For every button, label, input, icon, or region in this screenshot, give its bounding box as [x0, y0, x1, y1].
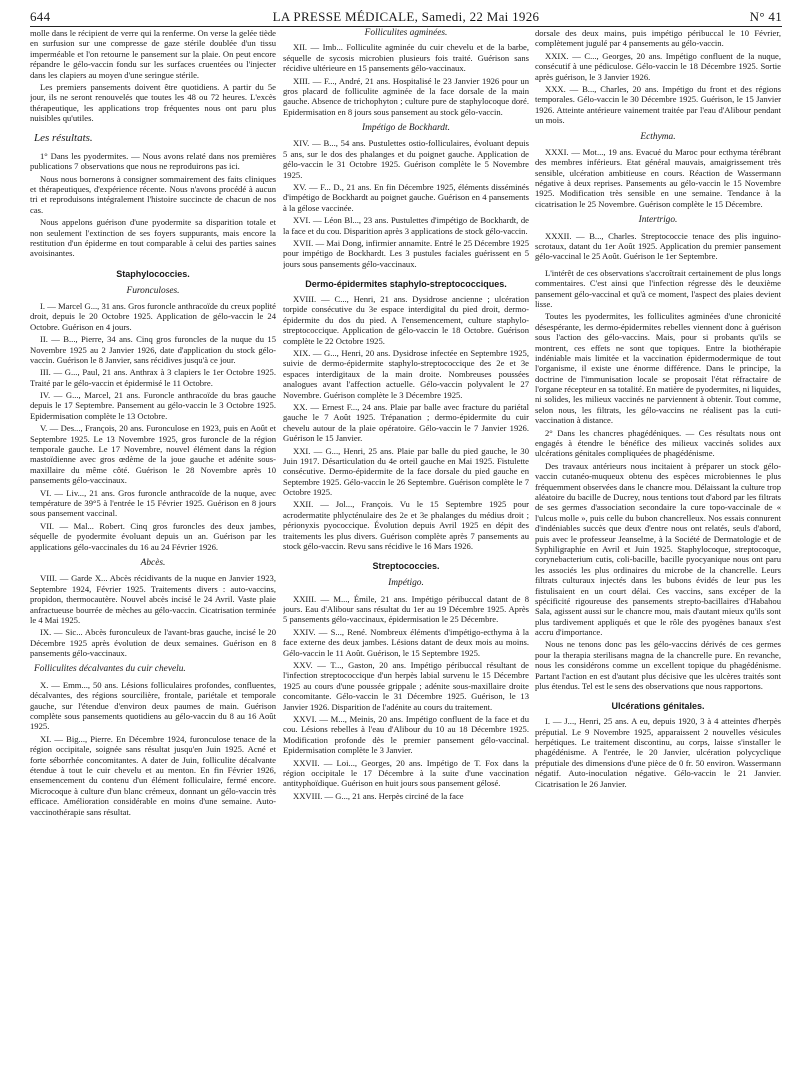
section-heading-results: Les résultats.: [34, 131, 93, 144]
paragraph: 2° Dans les chancres phagédéniques. — Ces résultats nous ont engagés à étendre le bénéfice des milieux vaccinés solides aux ulcérations génitales compliquées de phagédénisme.: [535, 427, 781, 459]
observation: XXXI. — Mot..., 19 ans. Evacué du Maroc pour ecthyma térébrant des membres inférieurs. Etat général mauvais, amaigrissement très sensible, ulcération ambitieuse en cours. Réaction de Wassermann négative à deux reprises. Pansements au gélo-vaccin le 15 Novembre 1925. Modification très sensible en une semaine. Tendance à la cicatrisation le 25 Novembre. Guérison complète le 15 Décembre.: [535, 146, 781, 209]
subheading-intertrigo: Intertrigo.: [638, 215, 678, 226]
subheading-folliculites-decalvantes: Folliculites décalvantes du cuir chevelu.: [34, 664, 186, 675]
observation: XIV. — B..., 54 ans. Pustulettes ostio-folliculaires, évoluant depuis 5 ans, sur le dos des phalanges et du poignet gauche. Application de gélo-vaccin le 31 Octobre 1925. Guérison complète le 5 Novembre 1925.: [283, 138, 529, 180]
subheading-ecthyma: Ecthyma.: [640, 131, 676, 142]
subheading-impetigo: Impétigo.: [388, 578, 424, 589]
observation: XII. — Imb... Folliculite agminée du cuir chevelu et de la barbe, séquelle de sycosis microbien plusieurs fois traité. Guérison sans récidive ultérieure en 15 pansements gélo-vaccinaux.: [283, 42, 529, 74]
observation: XXVII. — Loi..., Georges, 20 ans. Impétigo de T. Fox dans la région occipitale le 17 Décembre à la suite d'une vaccination antityphoïdique. Guérison en huit jours sous pansement gélosé.: [283, 757, 529, 789]
subheading-folliculites-agminees: Folliculites agminées.: [364, 28, 448, 38]
observation: XXIX. — C..., Georges, 20 ans. Impétigo confluent de la nuque, consécutif à une pédiculose. Gélo-vaccin le 18 Décembre 1925. Sortie après guérison, le 3 Janvier 1926.: [535, 50, 781, 82]
paragraph: Des travaux antérieurs nous incitaient à préparer un stock gélo-vaccin cutanéo-muqueux obtenu des espèces microbiennes le plus fréquemment observées dans le chancre mou. Délaissant la culture trop aléatoire du bacille de Ducrey, nous tentions tout d'abord par les filtrats de ses germes d'association secondaire la cure topo-vaccinale de « l'ulcus molle », puis celle du bubon chancrelleux. Nos essais connurent d'indéniables succès que deux d'entre nous ont relatés, seuls d'abord, puis avec le professeur Jeanselme, à la Société de Dermatologie et de Syphiligraphie en Avril et Juin 1925. Staphylocoque, streptocoque, corynebacterium cutis, coli-bacille, bacille pyocyanique nous ont paru les associés les plus ordinaires du microbe de la chancrelle. Leurs filtrats culturaux injectés dans les bubons évidés de leur pus les fistulisaient en un court délai. Ces vaccins, sans excéper de la spécificité rigoureuse des pansements strepto-bacillaires d'Habahou Sala, agissent aussi sur le chancre mou, mais d'autant mieux qu'ils sont plus tardivement appliqués et que le rôle des pyogènes banaux s'est accru d'importance.: [535, 460, 781, 638]
observation: I. — J..., Henri, 25 ans. A eu, depuis 1920, 3 à 4 atteintes d'herpès préputial. Le 9 Novembre 1925, apparaissent 2 nouvelles vésicules herpétiques. Le traitement discontinu, au corps, laisse s'installer le phagédénisme. A l'entrée, le 20 Janvier, ulcération polycyclique préputiale des dimensions d'une pièce de 0 fr. 50 environ. Wassermann négatif. Auto-inoculation négative. Gélo-vaccin le 21 Janvier. Cicatrisation le 26 Janvier.: [535, 716, 781, 789]
observation: XXX. — B..., Charles, 20 ans. Impétigo du front et des régions temporales. Gélo-vaccin le 30 Décembre 1925. Guérison, le 15 Janvier 1926. Atteinte antérieure vainement traitée par l'eau d'Alibour pendant un mois.: [535, 83, 781, 126]
observation: I. — Marcel G..., 31 ans. Gros furoncle anthracoïde du creux poplité droit, depuis le 20 Octobre 1925. Application de gélo-vaccin le 24 Octobre. Guérison en 4 jours.: [30, 300, 276, 332]
observation: XXIV. — S..., René. Nombreux éléments d'impétigo-ecthyma à la face externe des deux jambes. Lésions datant de deux mois au moins. Gélo-vaccin le 11 Août. Guérison, le 15 Septembre 1925.: [283, 626, 529, 658]
observation: VII. — Mal... Robert. Cinq gros furoncles des deux jambes, séquelle de pyodermite évoluant depuis un an. Guérison par les applications gélo-vaccinales du 16 au 24 Février 1926.: [30, 520, 276, 552]
observation: V. — Des..., François, 20 ans. Furonculose en 1923, puis en Août et Septembre 1925. Le 13 Novembre 1925, gros furoncle de la région temporale gauche. Le 17 Novembre, nouvel élément dans la région mastoïdienne avec gros œdème de la joue gauche et adénite sous-maxillaire du même côté. Guérison le 28 Novembre après 10 pansements gélo-vaccinaux.: [30, 423, 276, 486]
paragraph: Les premiers pansements doivent être quotidiens. A partir du 5e jour, ils ne seront renouvelés que toutes les 48 ou 72 heures. L'excès thérapeutique, les applications trop fréquentes nous ont paru plus nuisibles qu'utiles.: [30, 81, 276, 124]
subheading-furonculoses: Furonculoses.: [126, 285, 180, 296]
section-heading-staphylococcies: Staphylococcies.: [116, 268, 190, 279]
observation: IX. — Sic... Abcès furonculeux de l'avant-bras gauche, incisé le 20 Décembre 1925 après évolution de deux semaines. Guérison en 8 pansements gélo-vaccinaux.: [30, 627, 276, 659]
paragraph: Nous appelons guérison d'une pyodermite sa disparition totale et non seulement l'extinction de ses foyers suppurants, mais encore la restitution d'un épiderme en tout comparable à celui des parties saines avoisinantes.: [30, 217, 276, 259]
page-header: [30, 6, 782, 26]
issue-number: N° 41: [749, 9, 782, 24]
observation: VI. — Liv..., 21 ans. Gros furoncle anthracoïde de la nuque, avec température de 39°5 à l'entrée le 15 Février 1925. Guérison en 8 jours sous pansement vaccinal.: [30, 487, 276, 519]
observation: XIII. — F..., André, 21 ans. Hospitalisé le 23 Janvier 1926 pour un gros placard de folliculite agminée de la face dorsale de la main gauche. Absence de trichophyton ; culture pure de staphylocoque doré. Epidermisation en 8 jours sous pansement au stock gélo-vaccin.: [283, 75, 529, 117]
paragraph: Nous nous bornerons à consigner sommairement des faits cliniques et thérapeutiques, d'expérience récente. Nous n'avons procédé à aucun tri et reproduisons intégralement l'histoire succincte de chacun de nos cas.: [30, 173, 276, 215]
page-number: 644: [30, 9, 51, 24]
section-heading-dermo-epidermites: Dermo-épidermites staphylo-streptococciques.: [305, 279, 507, 290]
paragraph: Nous ne tenons donc pas les gélo-vaccins dérivés de ces germes pour la therapia sterilisans magna de la chancrelle pure. En revanche, nous les considérons comme un excellent topique du phagédénisme. Partant l'action en est d'autant plus décisive que les ulcères traités sont plus étendus. Tel est le sens des observations que nous rapportons.: [535, 639, 781, 692]
observation: XX. — Ernest F..., 24 ans. Plaie par balle avec fracture du pariétal gauche le 7 Août 1925. Trépanation ; dermo-épidermite du cuir chevelu autour de la plaie opératoire. Gélo-vaccin le 7 Janvier 1926. Guérison le 15 Janvier.: [283, 401, 529, 444]
observation: XVII. — Mai Dong, infirmier annamite. Entré le 25 Décembre 1925 pour impétigo de Bockhardt. Les 3 pustules faciales guérissent en 5 jours sous pansements gélo-vaccinaux.: [283, 238, 529, 269]
section-heading-streptococcies: Streptococcies.: [372, 561, 440, 572]
observation: XI. — Big..., Pierre. En Décembre 1924, furonculose tenace de la région occipitale, soignée sans résultat jusqu'en Juin 1925. Acné et forte séborrhée concomitantes. A dater de Juin, folliculite décalvante étendue à tout le cuir chevelu et au menton. En fin Février 1926, ensemencement du contenu d'un élément folliculaire, fermé encore. Microcoque à culture d'un blanc crémeux, donnant un gélo-vaccin très efficace. Amélioration considérable en moins d'une semaine. Auto-vaccinothérapie sans résultat.: [30, 733, 276, 817]
header-rule: [30, 26, 782, 27]
observation: X. — Emm..., 50 ans. Lésions folliculaires profondes, confluentes, décalvantes, des régions sourcilière, frontale, pariétale et temporale gauche, sur l'étendue d'environ deux paumes de main. Guérison complète sous pansements quotidiens au gélo-vaccin du 8 au 16 Août 1925.: [30, 679, 276, 732]
column-1: [30, 28, 276, 1076]
paragraph: L'intérêt de ces observations s'accroîtrait certainement de plus longs commentaires. C'est ainsi que l'infection régresse dès le deuxième pansement gélo-vaccinal et qu'à ce moment, l'aspect des plaies devient lisse.: [535, 267, 781, 309]
observation: III. — G..., Paul, 21 ans. Anthrax à 3 clapiers le 1er Octobre 1925. Traité par le gélo-vaccin et épidermisé le 11 Octobre.: [30, 367, 276, 388]
observation: XVI. — Léon Bl..., 23 ans. Pustulettes d'impétigo de Bockhardt, de la face et du cou. Disparition après 3 applications de stock gélo-vaccin.: [283, 215, 529, 236]
observation: XXII. — Jol..., François. Vu le 15 Septembre 1925 pour acrodermatite phlycténulaire des 2e et 3e phalanges du médius droit ; périonyxis pyococcique. Évolution depuis Avril 1925 en dépit des traitements les plus divers. Guérison complète après 7 pansements au stock gélo-vaccin. Revu sans récidive le 16 Mars 1926.: [283, 499, 529, 552]
paragraph: dorsale des deux mains, puis impétigo péribuccal le 10 Février, complètement jugulé par 4 pansements au gélo-vaccin.: [535, 28, 781, 49]
observation: XV. — F... D., 21 ans. En fin Décembre 1925, éléments disséminés d'impétigo de Bockhardt au poignet gauche. Guérison en 4 pansements à la gélose vaccinée.: [283, 182, 529, 213]
observation: XVIII. — C..., Henri, 21 ans. Dysidrose ancienne ; ulcération torpide consécutive du 3e espace interdigital du pied droit, dermo-épidermite du dos du pied. A l'ensemencement, culture staphylo-streptococcique. Application de gélo-vaccin le 18 Octobre. Guérison complète le 22 Octobre 1925.: [283, 294, 529, 346]
observation: II. — B..., Pierre, 34 ans. Cinq gros furoncles de la nuque du 15 Novembre 1925 au 2 Janvier 1926, date d'application du stock gélo-vaccin. Guérison le 8 Janvier, sans récidives jusqu'à ce jour.: [30, 334, 276, 365]
observation: VIII. — Garde X... Abcès récidivants de la nuque en Janvier 1923, Septembre 1924, Février 1925. Traitements divers : auto-vaccins, propidon, thermocautère. Nouvel abcès incisé le 24 Avril. Vaste plaie anfractueuse bourrée de mèches au gélo-vaccin. Cicatrisation terminée le 4 Mai 1925.: [30, 573, 276, 625]
section-heading-ulcerations-genitales: Ulcérations génitales.: [611, 701, 705, 712]
paragraph: molle dans le récipient de verre qui la renferme. On verse la gelée tiède en surfusion sur une compresse de gaze stérile doublée d'un tissu imperméable et l'on retourne le pansement sur la plaie. On peut encore répandre le gélo-vaccin fondu sur les surfaces cruentées ou l'injecter dans les clapiers au moyen d'une seringue stérile.: [30, 28, 276, 80]
column-3: [535, 28, 781, 1076]
observation: XXVI. — M..., Meinis, 20 ans. Impétigo confluent de la face et du cou. Lésions rebelles à l'eau d'Alibour du 10 au 18 Décembre 1925. Modification profonde dès le premier pansement gélo-vaccinal. Epidermisation complète le 3 Janvier.: [283, 713, 529, 756]
observation: XXXII. — B..., Charles. Streptococcie tenace des plis inguino-scrotaux, datant du 1er Août 1925. Application du premier pansement gélo-vaccinal le 25 Août. Guérison le 1er Septembre.: [535, 230, 781, 262]
journal-title: LA PRESSE MÉDICALE, Samedi, 22 Mai 1926: [272, 9, 540, 24]
observation: XXI. — G..., Henri, 25 ans. Plaie par balle du pied gauche, le 30 Juin 1917. Désarticulation du 4e orteil gauche en Mai 1925. Fistulette consécutive. Dermo-épidermite de la face dorsale du pied gauche en Septembre 1925. Gélo-vaccin le 26 Septembre. Guérison complète le 7 Octobre 1925.: [283, 445, 529, 498]
observation: XXVIII. — G..., 21 ans. Herpès circiné de la face: [293, 790, 464, 801]
paragraph: Toutes les pyodermites, les folliculites agminées d'une chronicité désespérante, les dermo-épidermites rebelles viennent donc à guérison sous l'action des gélo-vaccins. Mais, pour si probants qu'ils se montrent, ces effets ne sont que topiques. Entre la biothérapie indéniable mais limitée et la vaccination épidermodermique de tout l'organisme, il existe une énorme différence. Dans le principe, la doctrine de l'immunisation locale se proposait l'état réfractaire de l'organe récepteur en sa totalité. En matière de pyodermites, ni liquides, ni solides, les milieux vaccinés ne parviennent à obtenir. Tout comme, selon nous, les filtrats, les gélo-vaccins ne réalisent pas la cuti-vaccination à distance.: [535, 311, 781, 426]
subheading-impetigo-bockhardt: Impétigo de Bockhardt.: [362, 123, 450, 134]
subheading-abces: Abcès.: [140, 557, 166, 568]
observation: XXV. — T..., Gaston, 20 ans. Impétigo péribuccal résultant de l'infection streptococcique d'un herpès labial survenu le 15 Décembre 1925 au cours d'une poussée grippale ; adénite sous-maxillaire droite concomitante. Gélo-vaccin le 31 Décembre 1925. Guérison, le 13 Janvier 1926. Disparition de l'adénite au cours du traitement.: [283, 660, 529, 712]
observation: IV. — G..., Marcel, 21 ans. Furoncle anthracoïde du bras gauche depuis le 17 Septembre. Pansement au gélo-vaccin le 3 Octobre 1925. Epidermisation complète le 13 Octobre.: [30, 390, 276, 421]
paragraph: 1° Dans les pyodermites. — Nous avons relaté dans nos premières publications 7 observations que nous ne reproduirons pas ici.: [30, 150, 276, 172]
observation: XIX. — G..., Henri, 20 ans. Dysidrose infectée en Septembre 1925, suivie de dermo-épidermite staphylo-streptococcique des 2e et 3e espaces interdigitaux de la main droite. Nombreuses poussées analogues avant l'affection actuelle. Gélo-vaccin polyvalent le 27 Novembre. Guérison complète le 3 Décembre 1925.: [283, 348, 529, 400]
observation: XXIII. — M..., Émile, 21 ans. Impétigo péribuccal datant de 8 jours. Eau d'Alibour sans résultat du 1er au 19 Décembre 1925. Après 5 pansements gélo-vaccinaux, épidermisation le 25 Décembre.: [283, 593, 529, 625]
column-2: [283, 28, 529, 1076]
